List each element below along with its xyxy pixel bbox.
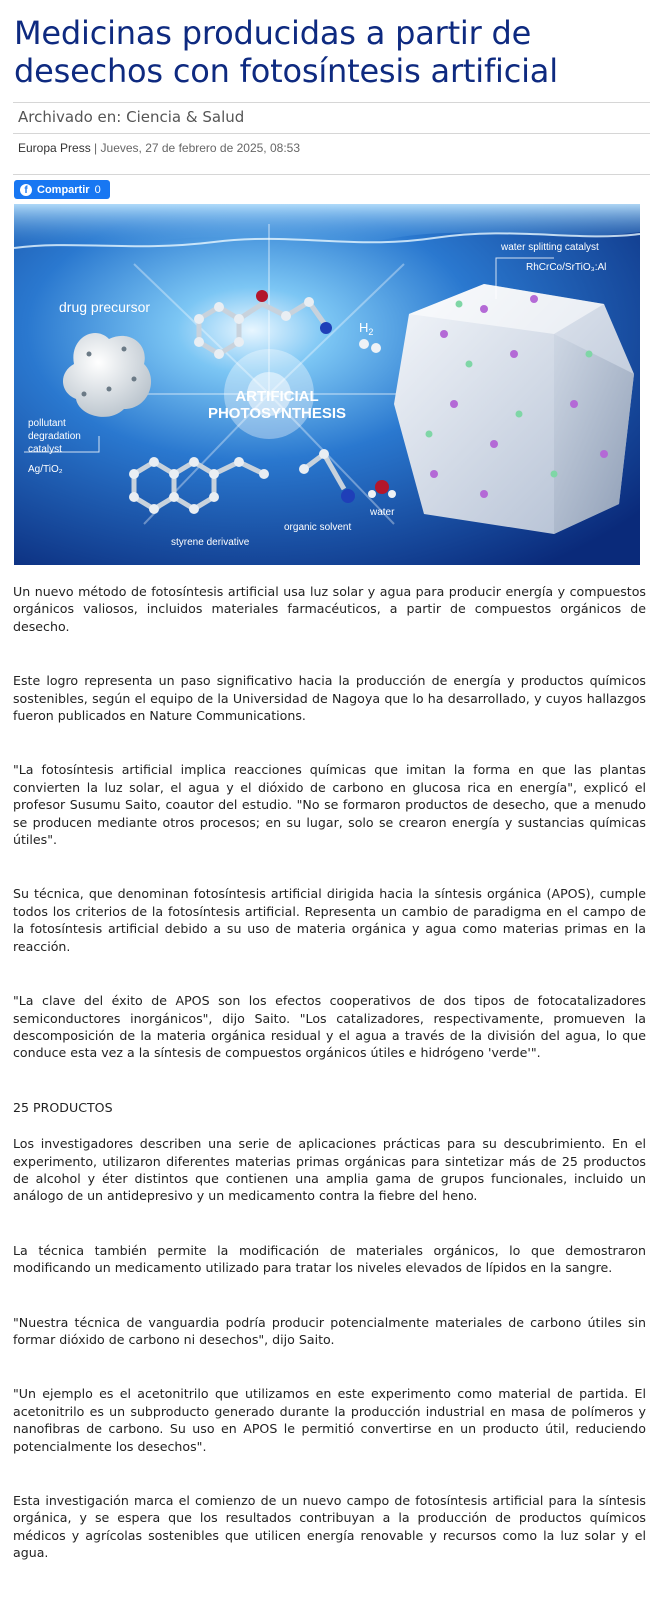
label-organic-solvent: organic solvent (284, 522, 352, 533)
label-water: water (370, 507, 395, 518)
paragraph: Un nuevo método de fotosíntesis artificial usa luz solar y agua para producir energía y compuestos orgánicos valiosos, incluidos materiales farmacéuticos, a partir de compuestos orgánicos de desecho. (13, 584, 646, 634)
divider (13, 133, 650, 134)
section-heading: 25 PRODUCTOS (13, 1099, 113, 1115)
article-body (13, 583, 646, 1562)
paragraph: Esta investigación marca el comienzo de un nuevo campo de fotosíntesis artificial para la síntesis orgánica, y se espera que los resultados contribuyan a la producción de productos químicos médicos y agrícolas sostenibles que utilicen energía renovable y recursos como la luz solar y el agua. (13, 1493, 646, 1561)
label-water-splitting-catalyst: water splitting catalyst (501, 242, 599, 253)
divider (13, 102, 650, 103)
label-artificial: ARTIFICIAL (235, 388, 319, 405)
label-photosynthesis: PHOTOSYNTHESIS (207, 405, 347, 422)
label-pollutant: pollutant (28, 418, 66, 429)
article-title: Medicinas producidas a partir de desechos con fotosíntesis artificial (14, 14, 558, 90)
paragraph: "Un ejemplo es el acetonitrilo que utilizamos en este experimento como material de partida. El acetonitrilo es un subproducto generado durante la producción industrial en masa de polímeros y nanofibras de carbono. Su uso en APOS le permitió convertirse en un producto útil, reduciendo potencialmente los desechos". (13, 1386, 646, 1454)
paragraph: "La clave del éxito de APOS son los efectos cooperativos de dos tipos de fotocatalizadores semiconductores inorgánicos", dijo Saito. "Los catalizadores, respectivamente, promueven la descomposición de la materia orgánica residual y el agua a través de la división del agua, lo que conduce esta vez a la síntesis de compuestos orgánicos útiles e hidrógeno 'verde'". (13, 993, 646, 1061)
share-count: 0 (94, 183, 101, 196)
archive-line (18, 108, 244, 126)
paragraph: La técnica también permite la modificación de materiales orgánicos, lo que demostraron modificando un medicamento utilizado para tratar los niveles elevados de lípidos en la sangre. (13, 1242, 646, 1276)
paragraph: "Nuestra técnica de vanguardia podría producir potencialmente materiales de carbono útiles sin formar dióxido de carbono ni desechos", dijo Saito. (13, 1314, 646, 1347)
archive-prefix: Archivado en: (18, 108, 122, 126)
paragraph: Los investigadores describen una serie de aplicaciones prácticas para su descubrimiento. En el experimento, utilizaron diferentes materias primas orgánicas para sintetizar más de 25 productos de alcohol y éter distintos que contienen una amplia gama de grupos funcionales, incluido un análogo de un antidepresivo y un medicamento contra la fiebre del heno. (13, 1136, 646, 1204)
label-h2: $H_2$ (359, 320, 374, 337)
byline (18, 141, 300, 155)
article-date: Jueves, 27 de febrero de 2025, 08:53 (100, 141, 300, 155)
artificial-photosynthesis-illustration (14, 204, 640, 565)
label-catalyst: catalyst (28, 444, 62, 455)
article-source: Europa Press (18, 141, 91, 155)
label-degradation: degradation (28, 431, 81, 442)
label-pollutant-formula: Ag/TiO₂ (28, 464, 63, 475)
label-drug-precursor: drug precursor (59, 299, 151, 315)
facebook-share-button[interactable] (14, 180, 110, 199)
catalyst-cube (394, 284, 634, 534)
paragraph: Este logro representa un paso significativo hacia la producción de energía y productos químicos sostenibles, según el equipo de la Universidad de Nagoya que lo ha desarrollado, y cuyos hallazgos fueron publicados en Nature Communications. (13, 673, 646, 724)
label-styrene-derivative: styrene derivative (171, 537, 250, 548)
divider (13, 174, 650, 175)
facebook-icon: f (20, 184, 32, 196)
byline-separator: | (94, 141, 98, 155)
label-water-splitting-formula: RhCrCo/SrTiO₃:Al (526, 262, 607, 273)
paragraph: Su técnica, que denominan fotosíntesis artificial dirigida hacia la síntesis orgánica (APOS), cumple todos los criterios de la fotosíntesis artificial. Representa un cambio de paradigma en el campo de la fotosíntesis artificial debido a su uso de materia orgánica y agua como materias primas en la reacción. (13, 886, 646, 954)
paragraph: "La fotosíntesis artificial implica reacciones químicas que imitan la forma en que las plantas convierten la luz solar, el agua y el dióxido de carbono en glucosa rica en energía", explicó el profesor Susumu Saito, coautor del estudio. "No se formaron productos de desecho, que a menudo se producen mediante otros procesos; en su lugar, solo se crearon energía y sustancias químicas útiles". (13, 762, 646, 848)
share-label: Compartir (37, 183, 90, 196)
article-image (14, 204, 640, 565)
archive-category-link[interactable]: Ciencia & Salud (126, 108, 245, 126)
